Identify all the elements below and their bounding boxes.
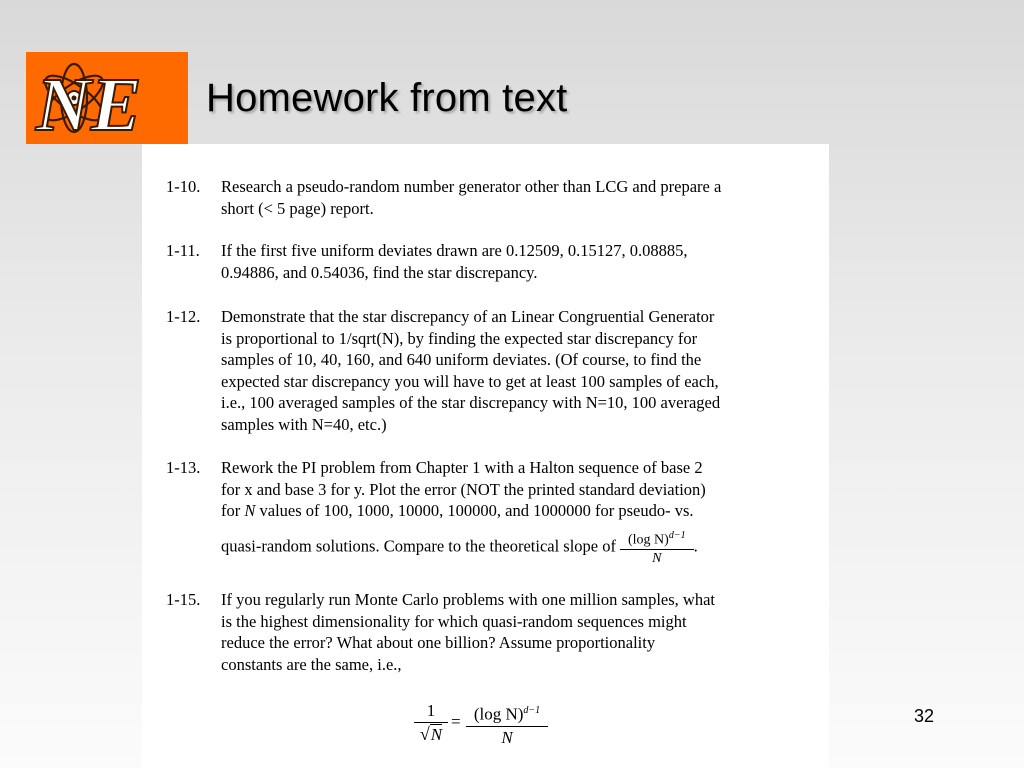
problem-text xyxy=(221,306,806,436)
text-line: If the first five uniform deviates drawn are 0.12509, 0.15127, 0.08885, xyxy=(221,241,688,260)
text-line: is the highest dimensionality for which quasi-random sequences might xyxy=(221,611,687,631)
text-line: samples of 10, 40, 160, and 640 uniform deviates. (Of course, to find the xyxy=(221,350,702,370)
text-line: quasi-random solutions. Compare to the theoretical slope of $\frac{(\log N)^{d-1}}{N}$ . xyxy=(221,529,698,567)
problem-text xyxy=(221,589,806,675)
slide-number: 32 xyxy=(914,706,935,726)
problem-1-15 xyxy=(166,589,806,675)
text-line: for N values of 100, 1000, 10000, 100000, and 1000000 for pseudo- vs. xyxy=(221,501,694,521)
problem-text xyxy=(221,240,806,283)
text-line: short (< 5 page) report. xyxy=(221,198,374,218)
text-line: Research a pseudo-random number generator other than LCG and prepare a xyxy=(221,177,722,196)
problem-number: 1-12. xyxy=(166,307,201,326)
problem-1-13 xyxy=(166,457,806,567)
slope-fraction: $\frac{(\log N)^{d-1}}{N}$ xyxy=(620,528,694,568)
text-line: If you regularly run Monte Carlo problems with one million samples, what xyxy=(221,590,715,609)
text-line: 0.94886, and 0.54036, find the star discrepancy. xyxy=(221,262,538,282)
problem-number: 1-11. xyxy=(166,241,200,260)
left-fraction: $\frac{1}{√N}$ xyxy=(414,700,448,746)
text-line: expected star discrepancy you will have to get at least 100 samples of each, xyxy=(221,371,719,391)
text-line: samples with N=40, etc.) xyxy=(221,414,387,434)
problem-number: 1-13. xyxy=(166,458,201,477)
text-line: constants are the same, i.e., xyxy=(221,654,402,674)
problem-1-11 xyxy=(166,240,806,283)
text-line: Rework the PI problem from Chapter 1 with a Halton sequence of base 2 xyxy=(221,458,703,477)
logo-letters: NE xyxy=(36,63,142,144)
atom-ne-logo-graphic xyxy=(26,52,188,144)
ne-logo xyxy=(26,52,188,144)
slide-title: Homework from text xyxy=(206,76,568,120)
equals-sign: = xyxy=(451,712,461,731)
problem-text xyxy=(221,457,806,567)
right-fraction: $\frac{(\log N)^{d-1}}{N}$ xyxy=(466,700,548,749)
textbook-page xyxy=(142,144,829,768)
problem-text xyxy=(221,176,806,219)
text-line: reduce the error? What about one billion? Assume proportionality xyxy=(221,633,656,653)
problem-number: 1-10. xyxy=(166,177,201,196)
text-line: i.e., 100 averaged samples of the star discrepancy with N=10, 100 averaged xyxy=(221,393,721,413)
text-line: Demonstrate that the star discrepancy of an Linear Congruential Generator xyxy=(221,307,715,326)
text-line: is proportional to 1/sqrt(N), by finding the expected star discrepancy for xyxy=(221,328,698,348)
problem-number: 1-15. xyxy=(166,590,201,609)
text-line: for x and base 3 for y. Plot the error (NOT the printed standard deviation) xyxy=(221,479,706,499)
problem-1-12 xyxy=(166,306,806,436)
problem-1-10 xyxy=(166,176,806,219)
